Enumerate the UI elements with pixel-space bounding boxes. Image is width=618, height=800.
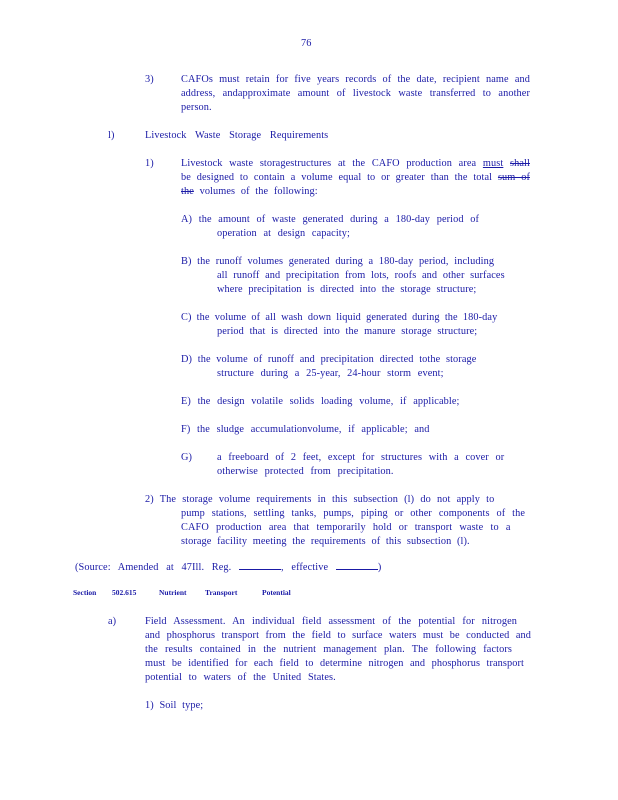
source-suffix: ) [377,562,382,573]
text-run: Livestock waste storagestructures at the CAFO production area [181,158,483,169]
subitem-line: F) the sludge accumulationvolume, if applicable; and [181,424,430,435]
source-note [75,559,381,575]
paragraph-line: address, andapproximate amount of livestock waste transferred to another [181,88,530,99]
section-title-word: Potential [262,588,291,597]
subsection-number: l) [108,130,115,141]
section-label: Section [73,588,97,597]
paragraph-line: CAFO production area that temporarily hold or transport waste to a [181,522,511,533]
paragraph-line: CAFOs must retain for five years records of the date, recipient name and [181,74,530,85]
subsection-heading: Livestock Waste Storage Requirements [145,130,329,141]
paragraph-line: storage facility meeting the requirements of this subsection (l). [181,536,470,547]
list-number: 3) [145,74,154,85]
subitem-line: C) the volume of all wash down liquid generated during the 180-day [181,312,498,323]
deleted-text: shall [510,158,530,169]
paragraph-line: 2) The storage volume requirements in this subsection (l) do not apply to [145,494,495,505]
subitem-line: E) the design volatile solids loading volume, if applicable; [181,396,460,407]
reg-blank [239,559,281,570]
page-number: 76 [301,38,312,49]
text-run: be designed to contain a volume equal to or greater than the total [181,172,498,183]
paragraph-line [181,157,530,171]
deleted-text: the [181,186,194,197]
subsection-number: a) [108,616,117,627]
subitem-line: operation at design capacity; [217,228,350,239]
paragraph-line: pump stations, settling tanks, pumps, piping or other components of the [181,508,525,519]
section-title-word: Nutrient [159,588,187,597]
paragraph-line: and phosphorus transport from the field to surface waters must be conducted and [145,630,531,641]
text-run: volumes of the following: [193,186,318,197]
effective-blank [336,559,378,570]
subitem-line: 1) Soil type; [145,700,204,711]
section-title-word: Transport [205,588,238,597]
source-middle: , effective [281,562,329,573]
subitem-line: period that is directed into the manure storage structure; [217,326,478,337]
paragraph-line: must be identified for each field to determine nitrogen and phosphorus transport [145,658,524,669]
subitem-line: otherwise protected from precipitation. [217,466,394,477]
subitem-line: structure during a 25-year, 24-hour storm event; [217,368,444,379]
paragraph-line [181,171,530,185]
subitem-label: G) [181,452,193,463]
subitem-line: a freeboard of 2 feet, except for structures with a cover or [217,452,505,463]
paragraph-line: the results contained in the nutrient management plan. The following factors [145,644,512,655]
paragraph-line [181,185,318,199]
subitem-line: D) the volume of runoff and precipitation directed tothe storage [181,354,477,365]
list-number: 1) [145,158,154,169]
subitem-line: A) the amount of waste generated during a 180-day period of [181,214,480,225]
paragraph-line: potential to waters of the United States. [145,672,336,683]
section-number: 502.615 [112,588,137,597]
paragraph-line: person. [181,102,212,113]
paragraph-line: Field Assessment. An individual field assessment of the potential for nitrogen [145,616,517,627]
subitem-line: where precipitation is directed into the storage structure; [217,284,477,295]
source-prefix: (Source: Amended at 47Ill. Reg. [75,562,232,573]
subitem-line: all runoff and precipitation from lots, roofs and other surfaces [217,270,505,281]
deleted-text: sum of [497,172,530,183]
subitem-line: B) the runoff volumes generated during a 180-day period, including [181,256,495,267]
inserted-text: must [482,158,504,169]
